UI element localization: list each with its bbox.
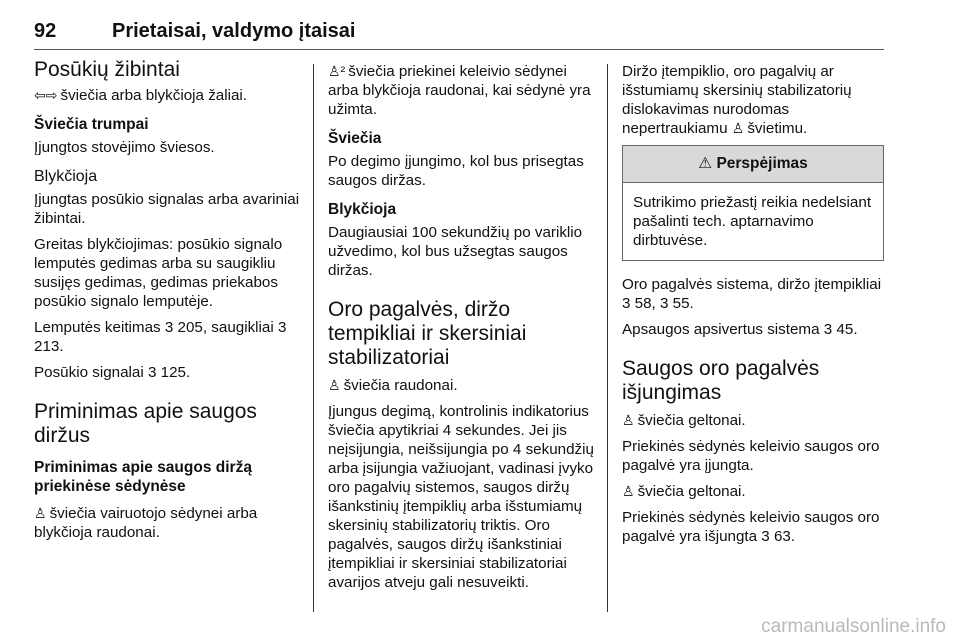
section-title-seatbelt-reminder: Priminimas apie saugos diržus <box>34 400 257 447</box>
paragraph: Įjungtas posūkio signalas arba avariniai žibintai. <box>34 191 300 227</box>
paragraph: Posūkio signalai 3 125. <box>34 364 191 381</box>
subheading: Blykčioja <box>328 201 397 218</box>
column-3 <box>622 62 884 553</box>
column-divider <box>607 64 608 612</box>
watermark: carmanualsonline.info <box>761 616 946 637</box>
section-title-airbags: Oro pagalvės, diržo tempikliai ir skersiniai stabilizatoriai <box>328 298 527 369</box>
seatbelt-passenger-icon: ♙² <box>328 63 346 79</box>
column-1 <box>34 58 300 549</box>
paragraph: Apsaugos apsivertus sistema 3 45. <box>622 321 858 338</box>
warning-header <box>623 146 883 183</box>
turn-signal-icon: ⇦⇨ <box>34 87 58 103</box>
section-title-turn-signals: Posūkių žibintai <box>34 58 180 81</box>
page-number: 92 <box>34 20 57 42</box>
airbag-icon: ♙ <box>731 120 745 136</box>
paragraph: Po degimo įjungimo, kol bus prisegtas saugos diržas. <box>328 153 584 189</box>
paragraph <box>34 86 300 105</box>
chapter-title: Prietaisai, valdymo įtaisai <box>112 20 356 42</box>
warning-box <box>622 145 884 261</box>
paragraph <box>622 482 884 501</box>
paragraph-text: Diržo įtempiklio, oro pagalvių ar išstumiamų skersinių stabilizatorių dislokavimas nurodomas nepertraukiamu <box>622 63 852 137</box>
page-header <box>34 10 884 50</box>
column-divider <box>313 64 314 612</box>
paragraph <box>328 376 598 395</box>
paragraph-text: šviečia geltonai. <box>637 412 746 429</box>
warning-icon: ⚠ <box>698 155 713 172</box>
subheading: Priminimas apie saugos diržą priekinėse sėdynėse <box>34 459 252 495</box>
subheading: Šviečia <box>328 130 382 147</box>
column-2 <box>328 62 598 599</box>
paragraph: Lemputės keitimas 3 205, saugikliai 3 213. <box>34 319 287 355</box>
airbag-off-icon: ♙ <box>622 483 635 499</box>
subheading: Blykčioja <box>34 168 98 185</box>
airbag-icon: ♙ <box>328 377 341 393</box>
paragraph: Priekinės sėdynės keleivio saugos oro pagalvė yra išjungta 3 63. <box>622 509 880 545</box>
paragraph-text: šviečia arba blykčioja žaliai. <box>60 87 248 104</box>
paragraph <box>622 62 884 138</box>
paragraph-text: švietimu. <box>747 120 808 137</box>
paragraph <box>622 411 884 430</box>
subheading: Šviečia trumpai <box>34 116 149 133</box>
paragraph <box>34 504 300 542</box>
paragraph-text: šviečia raudonai. <box>343 377 458 394</box>
paragraph: Įjungus degimą, kontrolinis indikatorius šviečia apytikriai 4 sekundes. Jei jis neįsijungia, neišsijungia po 4 sekundžių arba įsijungia važiuojant, vadinasi įvyko oro pagalvių sistemos, saugos diržų išankstinių įtempiklių arba išstumiamų skersinių stabilizatorių triktis. Oro pagalvės, saugos diržų išankstiniai įtempikliai ir skersiniai stabilizatoriai avarijos atveju gali nesuveikti. <box>328 403 594 591</box>
warning-body: Sutrikimo priežastį reikia nedelsiant pašalinti tech. aptarnavimo dirbtuvėse. <box>633 194 872 249</box>
airbag-on-icon: ♙ <box>622 412 635 428</box>
paragraph: Oro pagalvės sistema, diržo įtempikliai 3 58, 3 55. <box>622 276 882 312</box>
paragraph: Greitas blykčiojimas: posūkio signalo lemputės gedimas arba su saugikliu susijęs gedimas, gedimas priekabos posūkio signalo lemputėje. <box>34 236 283 310</box>
paragraph-text: šviečia vairuotojo sėdynei arba blykčioja raudonai. <box>34 505 258 541</box>
warning-title: Perspėjimas <box>716 155 808 172</box>
paragraph-text: šviečia geltonai. <box>637 483 746 500</box>
paragraph <box>328 62 598 119</box>
paragraph: Įjungtos stovėjimo šviesos. <box>34 139 215 156</box>
paragraph: Priekinės sėdynės keleivio saugos oro pagalvė yra įjungta. <box>622 438 880 474</box>
section-title-airbag-deactivation: Saugos oro pagalvės išjungimas <box>622 357 820 404</box>
paragraph: Daugiausiai 100 sekundžių po variklio užvedimo, kol bus užsegtas saugos diržas. <box>328 224 583 279</box>
paragraph-text: šviečia priekinei keleivio sėdynei arba blykčioja raudonai, kai sėdynė yra užimta. <box>328 63 591 118</box>
seatbelt-driver-icon: ♙ <box>34 505 47 521</box>
